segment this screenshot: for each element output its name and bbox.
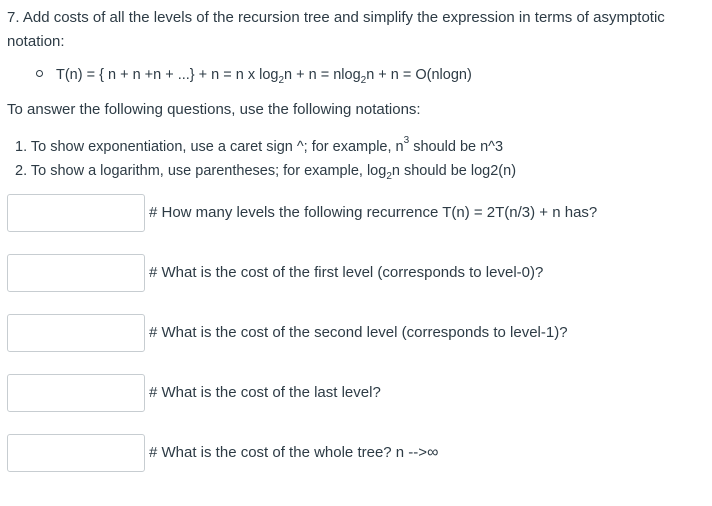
notation-list bbox=[15, 135, 516, 183]
answer-row-last-level bbox=[7, 374, 707, 412]
answer-row-whole-tree bbox=[7, 434, 707, 472]
infinity-icon: ∞ bbox=[427, 444, 439, 461]
notation-intro: To answer the following questions, use the following notations: bbox=[7, 101, 421, 118]
question-label-whole-tree-text: # What is the cost of the whole tree? n --> bbox=[149, 444, 428, 461]
bullet-part-1: T(n) = { n + n +n + ...} + n = n x log bbox=[56, 67, 279, 83]
answer-row-second-level bbox=[7, 314, 707, 352]
log-base-1: 2 bbox=[278, 74, 285, 86]
notation-item-logarithm-post: n should be log2(n) bbox=[391, 163, 517, 179]
answer-row-levels bbox=[7, 194, 707, 232]
question-label-last-level: # What is the cost of the last level? bbox=[149, 384, 381, 401]
bullet-part-3: n + n = O(nlogn) bbox=[366, 67, 472, 83]
answer-input-levels[interactable] bbox=[7, 194, 145, 232]
notation-item-exponent bbox=[15, 135, 516, 159]
bullet-part-2: n + n = nlog bbox=[284, 67, 361, 83]
question-header: 7. Add costs of all the levels of the recursion tree and simplify the expression in terms of asymptotic notation: bbox=[7, 9, 665, 50]
notation-item-exponent-post: should be n^3 bbox=[409, 139, 504, 155]
answer-input-whole-tree[interactable] bbox=[7, 434, 145, 472]
question-label-first-level: # What is the cost of the first level (corresponds to level-0)? bbox=[149, 264, 544, 281]
bullet-icon bbox=[36, 70, 43, 77]
exponent-superscript: 3 bbox=[403, 135, 410, 147]
notation-item-exponent-pre: 1. To show exponentiation, use a caret sign ^; for example, n bbox=[15, 139, 404, 155]
log-base-2: 2 bbox=[360, 74, 367, 86]
answer-input-last-level[interactable] bbox=[7, 374, 145, 412]
question-label-whole-tree bbox=[149, 443, 438, 463]
recurrence-bullet bbox=[36, 64, 472, 86]
question-label-second-level: # What is the cost of the second level (corresponds to level-1)? bbox=[149, 324, 568, 341]
answer-input-first-level[interactable] bbox=[7, 254, 145, 292]
notation-item-logarithm-pre: 2. To show a logarithm, use parentheses; for example, log bbox=[15, 163, 387, 179]
answer-input-second-level[interactable] bbox=[7, 314, 145, 352]
answer-row-first-level bbox=[7, 254, 707, 292]
question-label-levels: # How many levels the following recurrence T(n) = 2T(n/3) + n has? bbox=[149, 204, 598, 221]
notation-item-logarithm bbox=[15, 159, 516, 183]
log-subscript: 2 bbox=[386, 170, 392, 182]
